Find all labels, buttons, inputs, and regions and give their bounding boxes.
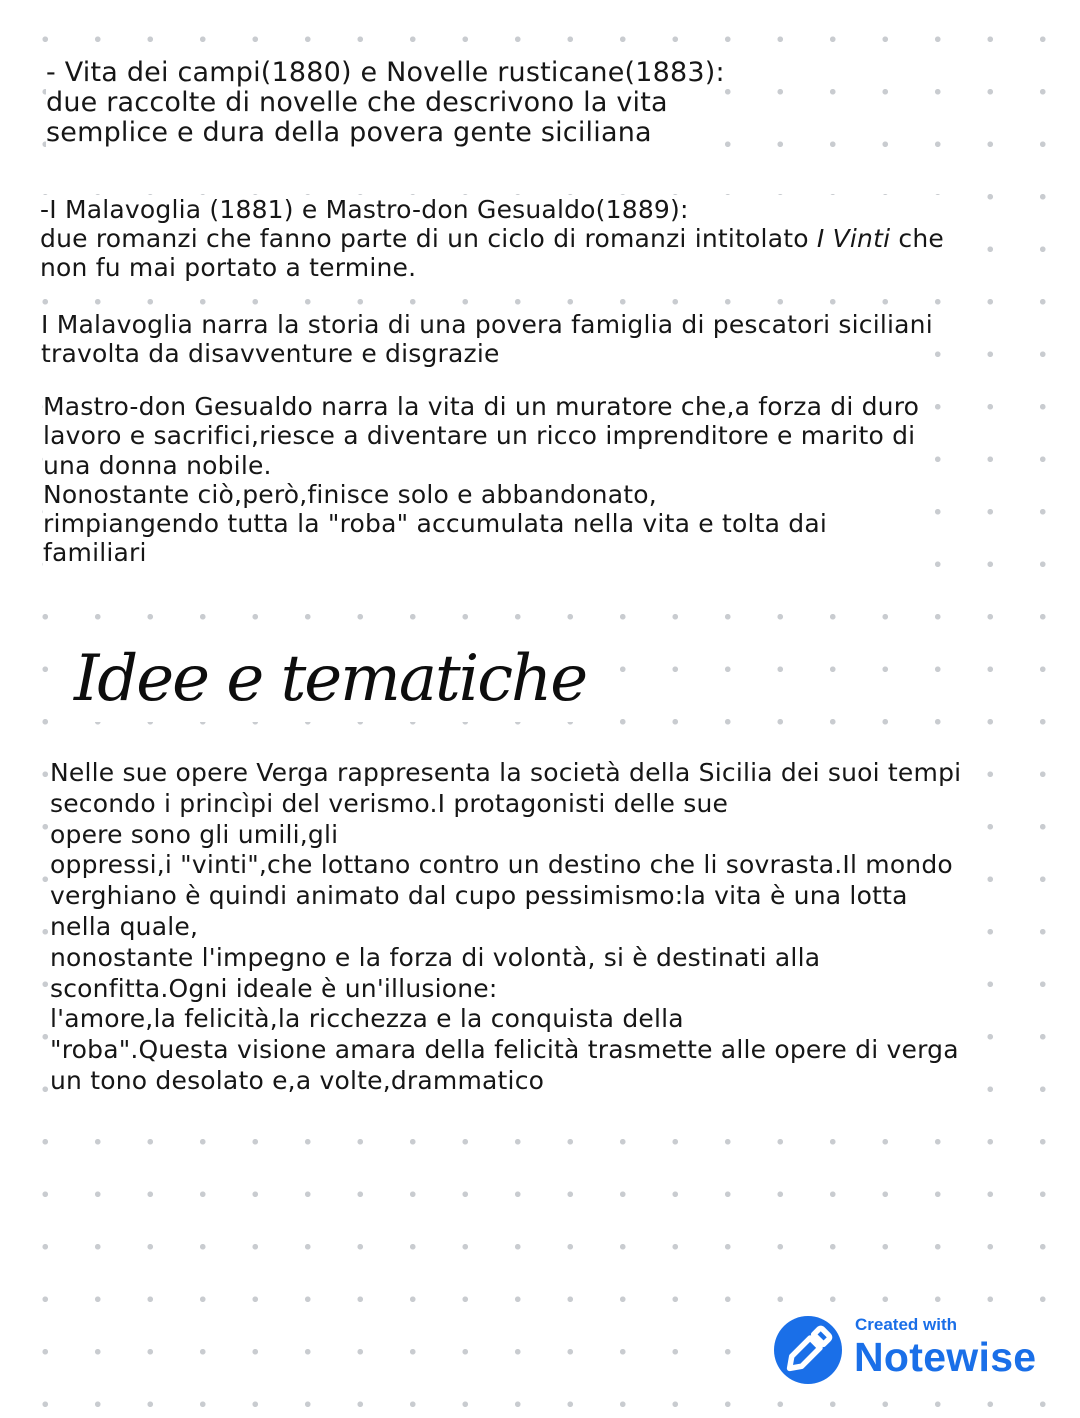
text-fragment: due romanzi che fanno parte di un ciclo di romanzi intitolato [40,224,817,253]
works-paragraph-novelle [46,58,725,148]
malavoglia-paragraph [41,310,933,368]
badge-brand-name: Notewise [854,1334,1037,1380]
text-line: opere sono gli umili,gli [50,819,339,849]
text-line: oppressi,i "vinti",che lottano contro un destino che li sovrasta.Il mondo [50,850,953,880]
notewise-badge[interactable] [774,1314,1046,1386]
italic-cycle-title: I Vinti [816,224,891,253]
text-line: travolta da disavventure e disgrazie [41,339,500,368]
gesualdo-paragraph [43,392,919,568]
text-line: I Malavoglia narra la storia di una povera famiglia di pescatori siciliani [41,310,933,339]
text-line: Mastro-don Gesualdo narra la vita di un muratore che,a forza di duro [43,392,920,421]
text-line: l'amore,la felicità,la ricchezza e la conquista della [50,1004,684,1034]
text-line: nella quale, [50,911,199,941]
text-line: nonostante l'impegno e la forza di volontà, si è destinati alla [50,942,821,972]
text-line: una donna nobile. [43,450,272,480]
text-line: "roba".Questa visione amara della felicità trasmette alle opere di verga [50,1035,959,1065]
text-line-with-title [40,224,944,253]
text-line: familiari [43,538,147,568]
text-fragment: che [890,224,944,253]
themes-paragraph [50,758,961,1097]
badge-caption: Created with [855,1315,958,1334]
text-line: un tono desolato e,a volte,drammatico [50,1065,545,1095]
text-line: secondo i princìpi del verismo.I protagonisti delle sue [50,788,729,818]
text-line: semplice e dura della povera gente siciliana [46,117,652,148]
pencil-icon [774,1316,842,1384]
text-line: sconfitta.Ogni ideale è un'illusione: [50,973,498,1003]
works-paragraph-romanzi [40,195,944,282]
section-heading: Idee e tematiche [64,636,596,722]
text-line: lavoro e sacrifici,riesce a diventare un ricco imprenditore e marito di [43,421,916,451]
text-line: Nelle sue opere Verga rappresenta la società della Sicilia dei suoi tempi [50,758,962,787]
text-line: due raccolte di novelle che descrivono la vita [46,87,668,118]
text-line: verghiano è quindi animato dal cupo pessimismo:la vita è una lotta [50,881,908,911]
text-line: Nonostante ciò,però,finisce solo e abbandonato, [43,479,657,509]
text-line: rimpiangendo tutta la "roba" accumulata nella vita e tolta dai [43,509,828,539]
text-line: -I Malavoglia (1881) e Mastro-don Gesualdo(1889): [40,195,689,224]
text-line: - Vita dei campi(1880) e Novelle rusticane(1883): [46,57,725,88]
text-line: non fu mai portato a termine. [40,253,417,282]
